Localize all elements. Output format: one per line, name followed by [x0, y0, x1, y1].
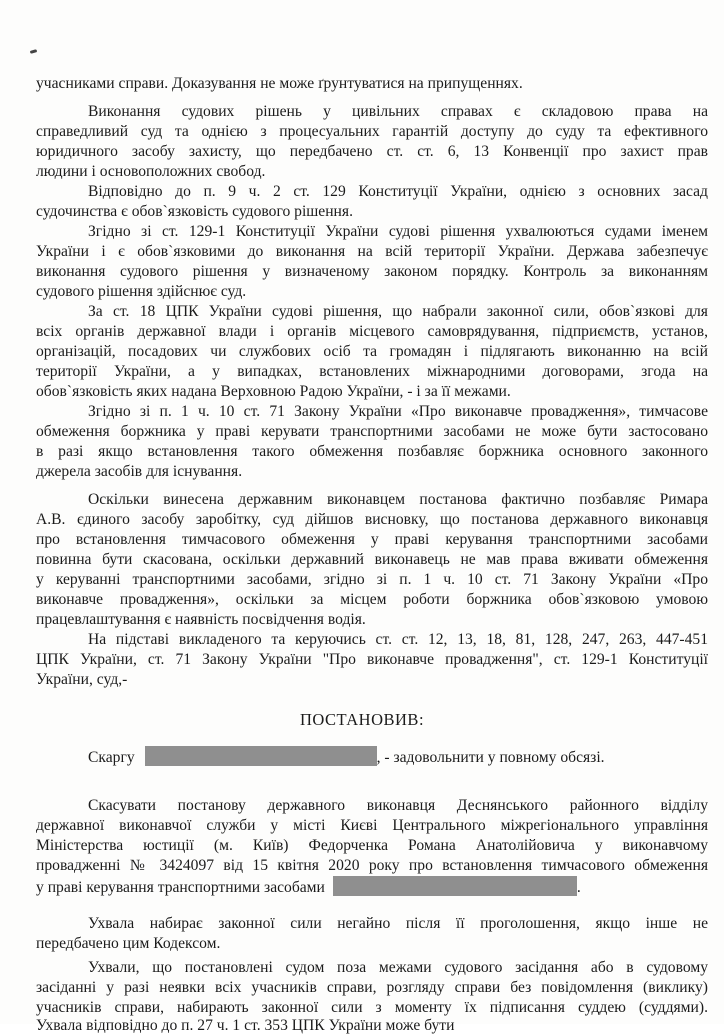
text-line: людини і основоположних свобод. [36, 163, 266, 180]
text-line: судочинства є обов`язковість судового рішення. [36, 203, 353, 220]
vehicles-text: у праві керування транспортними засобами [36, 879, 325, 896]
text-line: провадженні № 3424097 від 15 квітня 2020 року про встановлення тимчасового обмеження [36, 857, 708, 874]
ruling-heading: ПОСТАНОВИВ: [299, 710, 425, 729]
text-line: Відповідно до п. 9 ч. 2 ст. 129 Конституції України, однією з основних засад [88, 183, 708, 200]
text-line: повинна бути скасована, оскільки державний виконавець не мав права вживати обмеження [36, 551, 708, 568]
text-line: Ухвали, що постановлені судом поза межами судового засідання або в судовому [88, 959, 708, 976]
text-line: про встановлення тимчасового обмеження у праві керування транспортними засобами [36, 531, 708, 548]
redaction-block [333, 876, 577, 896]
text-line: учасниками справи. Доказування не може ґрунтуватися на припущеннях. [36, 75, 523, 92]
text-line: Ухвала відповідно до п. 27 ч. 1 ст. 353 ЦПК України може бути [36, 1017, 455, 1034]
text-line: всіх органів державної влади і органів місцевого самоврядування, підприємств, установ, [36, 323, 708, 340]
scan-speck [30, 49, 38, 54]
text-line: виконавче провадження», оскільки за місцем роботи боржника обов`язковою умовою [36, 591, 708, 608]
text-line: Оскільки винесена державним виконавцем постанова фактично позбавляє Римара [88, 491, 708, 508]
text-line: виконання судового рішення у визначеному законом порядку. Контроль за виконанням [36, 263, 708, 280]
text-line: засіданні у разі неявки всіх учасників справи, розгляду справи без повідомлення (виклику) [36, 979, 708, 996]
text-line: України і є обов`язковими до виконання на всій території України. Держава забезпечує [36, 243, 708, 260]
text-line: Згідно зі ст. 129-1 Конституції України судові рішення ухвалюються судами іменем [88, 223, 708, 240]
text-line: Ухвала набирає законної сили негайно після її проголошення, якщо інше не [88, 915, 708, 932]
text-line: На підставі викладеного та керуючись ст. ст. 12, 13, 18, 81, 128, 247, 263, 447-451 [88, 631, 708, 648]
text-line: Міністерства юстиції (м. Київ) Федорченка Романа Анатолійовича у виконавчому [36, 837, 708, 854]
text-line: організацій, посадових чи службових осіб та громадян і підлягають виконанню на всій [36, 343, 708, 360]
text-line: справедливий суд та однією з процесуальних гарантій доступу до суду та ефективного [36, 123, 708, 140]
text-line: державної виконавчої служби у місті Києві Центрального міжрегіонального управління [36, 817, 708, 834]
redaction-block [145, 746, 377, 766]
text-line: України, суд,- [36, 671, 128, 688]
text-line: обмеження боржника у праві керувати транспортними засобами не може бути застосовано [36, 423, 708, 440]
complaint-prefix: Скаргу [88, 749, 135, 766]
text-line: Згідно зі п. 1 ч. 10 ст. 71 Закону України «Про виконавче провадження», тимчасове [88, 403, 708, 420]
text-line: Виконання судових рішень у цивільних справах є складовою права на [88, 103, 708, 120]
text-line: учасників справи, набирають законної сили з моменту їх підписання суддею (суддями). [36, 999, 708, 1016]
text-line: джерела засобів для існування. [36, 463, 243, 480]
text-line: передбачено цим Кодексом. [36, 935, 221, 952]
complaint-line [88, 746, 605, 768]
text-line: у керуванні транспортними засобами, згідно зі п. 1 ч. 10 ст. 71 Закону України «Про [36, 571, 708, 588]
text-line: судового рішення здійснює суд. [36, 283, 247, 300]
text-line: в разі якщо встановлення такого обмеження позбавляє боржника основного законного [36, 443, 708, 460]
text-line: Скасувати постанову державного виконавця Деснянського районного відділу [88, 797, 708, 814]
complaint-suffix: , - задовольнити у повному обсязі. [376, 749, 605, 766]
text-line: А.В. єдиного засобу заробітку, суд дійшов висновку, що постанова державного виконавця [36, 511, 708, 528]
text-line: працевлаштування є наявність посвідчення водія. [36, 611, 366, 628]
vehicles-suffix: . [576, 879, 581, 896]
text-line: обов`язковість яких надана Верховною Радою України, - і за її межами. [36, 383, 511, 400]
vehicles-line [36, 876, 581, 898]
text-line: За ст. 18 ЦПК України судові рішення, що набрали законної сили, обов`язкові для [88, 303, 708, 320]
text-line: території України, а у випадках, встановлених міжнародними договорами, згода на [36, 363, 708, 380]
text-line: юридичного засобу захисту, що передбачено ст. ст. 6, 13 Конвенції про захист прав [36, 143, 708, 160]
text-line: ЦПК України, ст. 71 Закону України "Про виконавче провадження", ст. 129-1 Конституції [36, 651, 708, 668]
